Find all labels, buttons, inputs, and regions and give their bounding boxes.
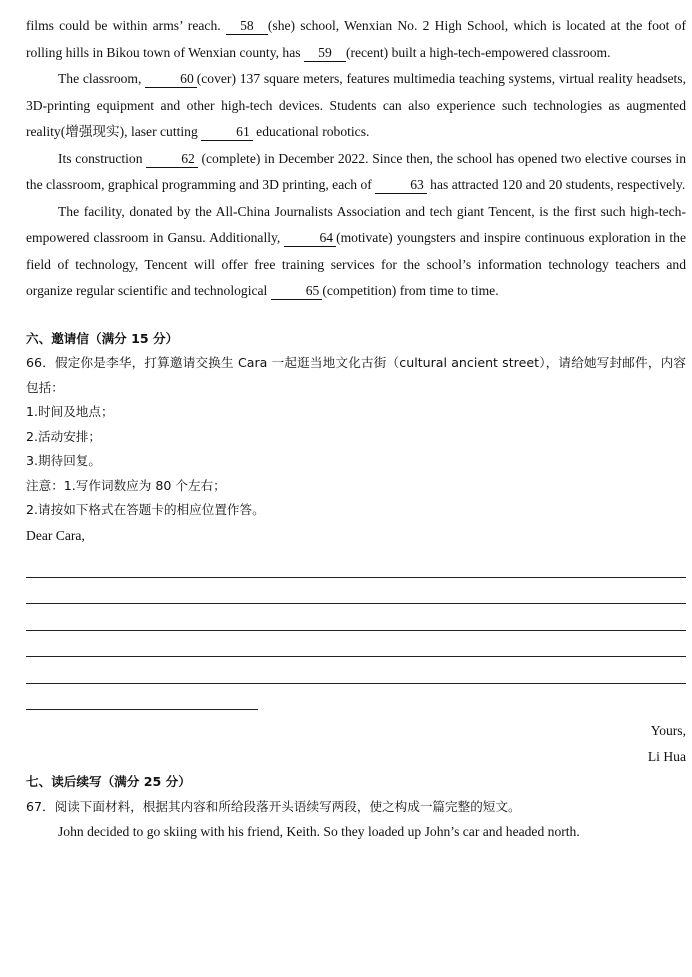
section6-heading: 六、邀请信（满分 15 分）: [26, 330, 179, 346]
passage-paragraph-1: [26, 13, 686, 66]
blank-63: 63: [375, 177, 427, 194]
passage-paragraph-3: [26, 146, 686, 199]
passage-text: The classroom,: [58, 71, 146, 86]
passage-text: (competition) from time to time.: [322, 283, 499, 298]
passage-text: (recent) built a high-tech-empowered classroom.: [345, 44, 611, 60]
blank-58: 58: [226, 18, 268, 35]
writing-line-short: [26, 684, 258, 711]
letter-closing: [26, 718, 686, 770]
passage-text: Its construction: [58, 150, 147, 166]
content-item-3: 3.期待回复。: [26, 453, 101, 468]
salutation: Dear Cara,: [26, 527, 85, 543]
passage-text: (complete) in December 2022. Since then, the school has opened two elective courses in the classroom, graphical programming and 3D printing, each of: [26, 150, 686, 192]
section7-heading: 七、读后续写（满分 25 分）: [26, 774, 191, 789]
closing-yours: Yours,: [650, 723, 686, 738]
blank-64: 64: [284, 230, 336, 247]
content-item-1: 1.时间及地点；: [26, 404, 114, 419]
passage-paragraph-4: [26, 199, 686, 305]
note-2: 2.请按如下格式在答题卡的相应位置作答。: [26, 502, 265, 517]
passage-text: has attracted 120 and 20 students, respectively.: [426, 177, 686, 192]
question-66-prompt: 66．假定你是李华，打算邀请交换生 Cara 一起逛当地文化古街（cultural ancient street），请给她写封邮件，内容包括：: [26, 355, 686, 395]
section-gap: [26, 305, 686, 327]
exam-page: [26, 13, 686, 846]
passage-text: (she) school, Wenxian No. 2 High School, which is located at the foot of rolling hills in Bikou town of Wenxian county, has: [26, 18, 686, 60]
note-1: 注意：1.写作词数应为 80 个左右；: [26, 477, 226, 493]
writing-line: [26, 657, 686, 684]
passage-paragraph-2: [26, 66, 686, 146]
writing-line: [26, 631, 686, 658]
writing-lines: [26, 551, 686, 710]
question-67-prompt: 67．阅读下面材料，根据其内容和所给段落开头语续写两段，使之构成一篇完整的短文。: [26, 798, 521, 814]
passage-text: The facility, donated by the All-China Journalists Association and tech giant Tencent, is the first such high-tech-empowered classroom in Gansu. Additionally,: [26, 203, 686, 245]
content-item-2: 2.活动安排；: [26, 428, 101, 444]
closing-signature: Li Hua: [647, 749, 686, 764]
story-opening: John decided to go skiing with his friend, Keith. So they loaded up John’s car and headed north.: [58, 824, 580, 839]
blank-59: 59: [304, 45, 346, 62]
blank-60: 60: [145, 71, 197, 88]
passage-text: (cover) 137 square meters, features multimedia teaching systems, virtual reality headsets, 3D-printing equipment and other high-tech devices. Students can also experience such technologies as augmented reality(增强现实), laser cutting: [26, 71, 686, 139]
writing-line: [26, 551, 686, 578]
blank-62: 62: [146, 151, 198, 168]
blank-65: 65: [271, 283, 323, 300]
blank-61: 61: [201, 124, 253, 141]
passage-text: films could be within arms’ reach.: [26, 18, 226, 33]
writing-line: [26, 604, 686, 631]
passage-text: educational robotics.: [252, 124, 370, 139]
passage-text: (motivate) youngsters and inspire continuous exploration in the field of technology, Tencent will offer free training services for the school’s information technology teachers and organize regular scientific and technological: [26, 230, 686, 298]
writing-line: [26, 578, 686, 605]
